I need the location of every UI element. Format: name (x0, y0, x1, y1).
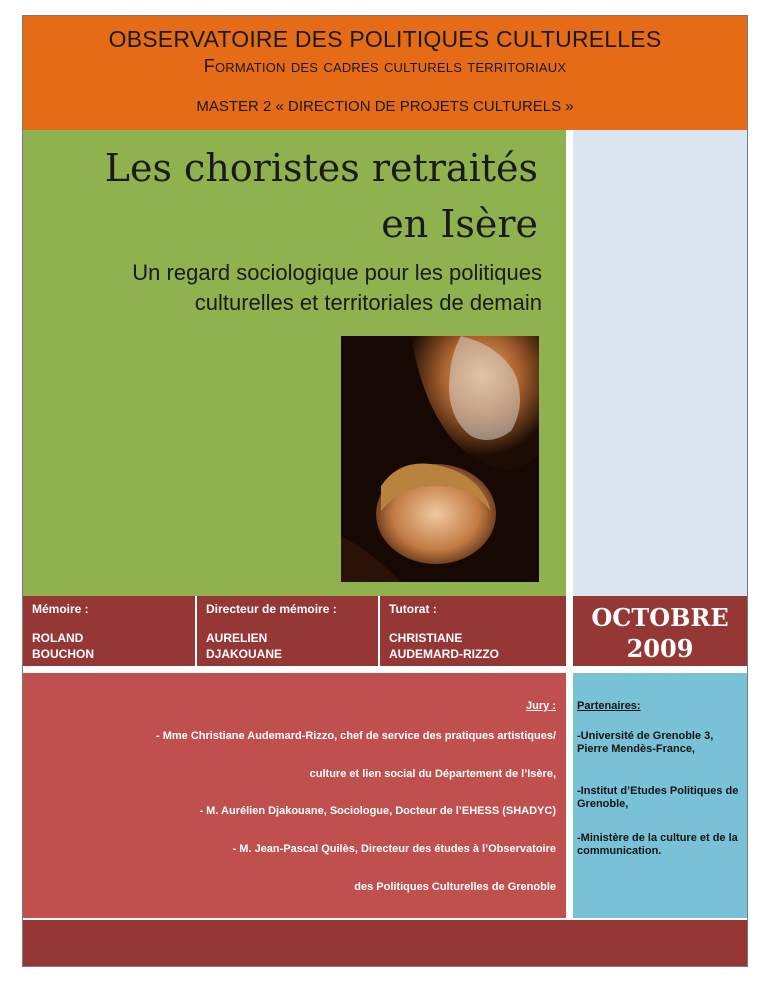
title-line-2: en Isère (381, 202, 538, 246)
spacer (566, 673, 573, 918)
publication-date (573, 602, 747, 664)
memoire-label: Mémoire : (32, 602, 89, 616)
directeur-label: Directeur de mémoire : (206, 602, 337, 616)
spacer (566, 130, 573, 596)
document-subtitle (42, 258, 542, 318)
directeur-value-line-1: AURELIEN (206, 631, 268, 645)
partner-item: -Université de Grenoble 3, Pierre Mendès-France, (577, 730, 714, 755)
footer-band (23, 920, 747, 966)
spacer (23, 666, 747, 673)
master-name: MASTER 2 « DIRECTION DE PROJETS CULTURELS » (196, 98, 574, 115)
tutorat-value-line-1: CHRISTIANE (389, 631, 463, 645)
partners-title: Partenaires: (577, 700, 641, 712)
jury-line: - M. Aurélien Djakouane, Sociologue, Docteur de l’EHESS (SHADYC) (199, 805, 556, 817)
jury-line: - Mme Christiane Audemard-Rizzo, chef de service des pratiques artistiques/ (156, 730, 556, 742)
tutorat-label: Tutorat : (389, 602, 437, 616)
document-title (58, 140, 538, 252)
subtitle-line-2: culturelles et territoriales de demain (194, 290, 542, 315)
formation-name: Formation des cadres culturels territoriaux (203, 56, 567, 76)
jury-title: Jury : (526, 700, 556, 712)
tutorat-value-line-2: AUDEMARD-RIZZO (389, 647, 499, 661)
directeur-column (197, 596, 377, 666)
partners-panel (566, 673, 747, 918)
directeur-value (206, 630, 282, 662)
partner-item: -Institut d’Etudes Politiques de Grenoble, (577, 785, 739, 810)
author-info-bar (23, 596, 566, 666)
jury-line: - M. Jean-Pascal Quilès, Directeur des études à l’Observatoire (232, 843, 556, 855)
header-banner (23, 16, 747, 130)
jury-line: des Politiques Culturelles de Grenoble (354, 881, 556, 893)
jury-line: culture et lien social du Département de l’Isère, (309, 768, 556, 780)
side-panel (573, 130, 747, 596)
subtitle-line-1: Un regard sociologique pour les politiques (132, 260, 542, 285)
date-year: 2009 (626, 634, 694, 663)
memoire-value (32, 630, 94, 662)
partner-item: -Ministère de la culture et de la communication. (577, 832, 738, 857)
date-box (566, 596, 747, 666)
memoire-column (23, 596, 195, 666)
tutorat-column (380, 596, 566, 666)
directeur-value-line-2: DJAKOUANE (206, 647, 283, 661)
jury-panel (23, 673, 566, 918)
spacer (566, 596, 573, 666)
tutorat-value (389, 630, 499, 662)
title-panel (23, 130, 566, 596)
institution-name: OBSERVATOIRE DES POLITIQUES CULTURELLES (108, 26, 662, 52)
cover-photo (341, 336, 539, 582)
title-line-1: Les choristes retraités (104, 146, 538, 190)
memoire-value-line-1: ROLAND (32, 631, 84, 645)
date-month: OCTOBRE (591, 603, 729, 632)
memoire-value-line-2: BOUCHON (32, 647, 94, 661)
